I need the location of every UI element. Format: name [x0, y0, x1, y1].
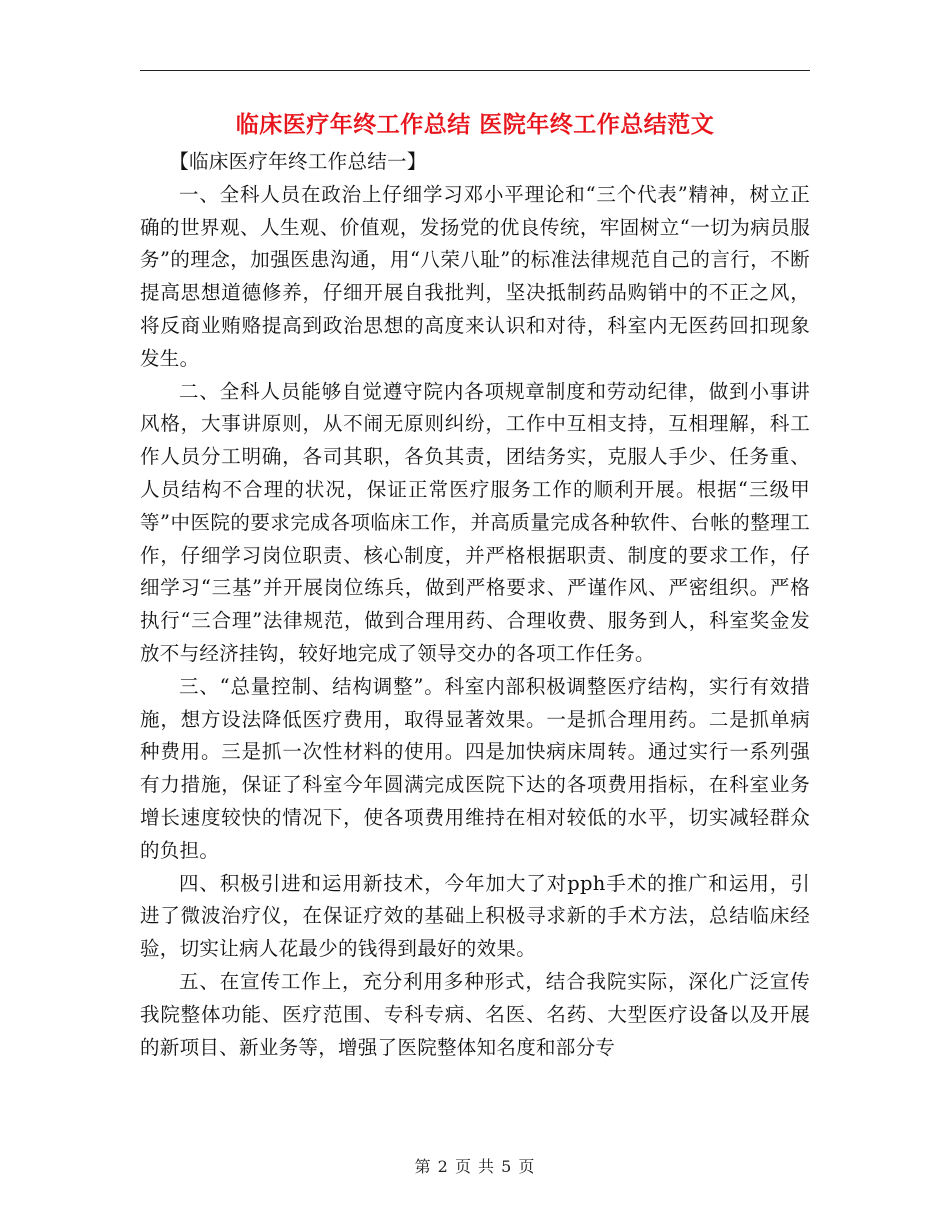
section-heading: 【临床医疗年终工作总结一】 — [169, 150, 427, 173]
page-number-footer: 第 2 页 共 5 页 — [414, 1157, 536, 1176]
document-title: 临床医疗年终工作总结 医院年终工作总结范文 — [235, 111, 715, 138]
header-rule — [140, 70, 810, 71]
paragraph-5: 五、在宣传工作上，充分利用多种形式，结合我院实际，深化广泛宣传我院整体功能、医疗范围、专科专病、名医、名药、大型医疗设备以及开展的新项目、新业务等，增强了医院整体知名度和部分专 — [140, 969, 810, 1059]
paragraph-3: 三、“总量控制、结构调整”。科室内部积极调整医疗结构，实行有效措施，想方设法降低医疗费用，取得显著效果。一是抓合理用药。二是抓单病种费用。三是抓一次性材料的使用。四是加快病床周转。通过实行一系列强有力措施，保证了科室今年圆满完成医院下达的各项费用指标，在科室业务增长速度较快的情况下，使各项费用维持在相对较低的水平，切实减轻群众的负担。 — [140, 674, 810, 862]
paragraph-4: 四、积极引进和运用新技术，今年加大了对pph手术的推广和运用，引进了微波治疗仪，在保证疗效的基础上积极寻求新的手术方法，总结临床经验，切实让病人花最少的钱得到最好的效果。 — [140, 871, 810, 961]
document-body — [140, 146, 810, 1064]
paragraph-1: 一、全科人员在政治上仔细学习邓小平理论和“三个代表”精神，树立正确的世界观、人生观、价值观，发扬党的优良传统，牢固树立“一切为病员服务”的理念，加强医患沟通，用“八荣八耻”的标准法律规范自己的言行，不断提高思想道德修养，仔细开展自我批判，坚决抵制药品购销中的不正之风，将反商业贿赂提高到政治思想的高度来认识和对待，科室内无医药回扣现象发生。 — [140, 182, 810, 370]
paragraph-2: 二、全科人员能够自觉遵守院内各项规章制度和劳动纪律，做到小事讲风格，大事讲原则，从不闹无原则纠纷，工作中互相支持，互相理解，科工作人员分工明确，各司其职，各负其责，团结务实，克服人手少、任务重、人员结构不合理的状况，保证正常医疗服务工作的顺利开展。根据“三级甲等”中医院的要求完成各项临床工作，并高质量完成各种软件、台帐的整理工作，仔细学习岗位职责、核心制度，并严格根据职责、制度的要求工作，仔细学习“三基”并开展岗位练兵，做到严格要求、严谨作风、严密组织。严格执行“三合理”法律规范，做到合理用药、合理收费、服务到人，科室奖金发放不与经济挂钩，较好地完成了领导交办的各项工作任务。 — [140, 379, 810, 665]
